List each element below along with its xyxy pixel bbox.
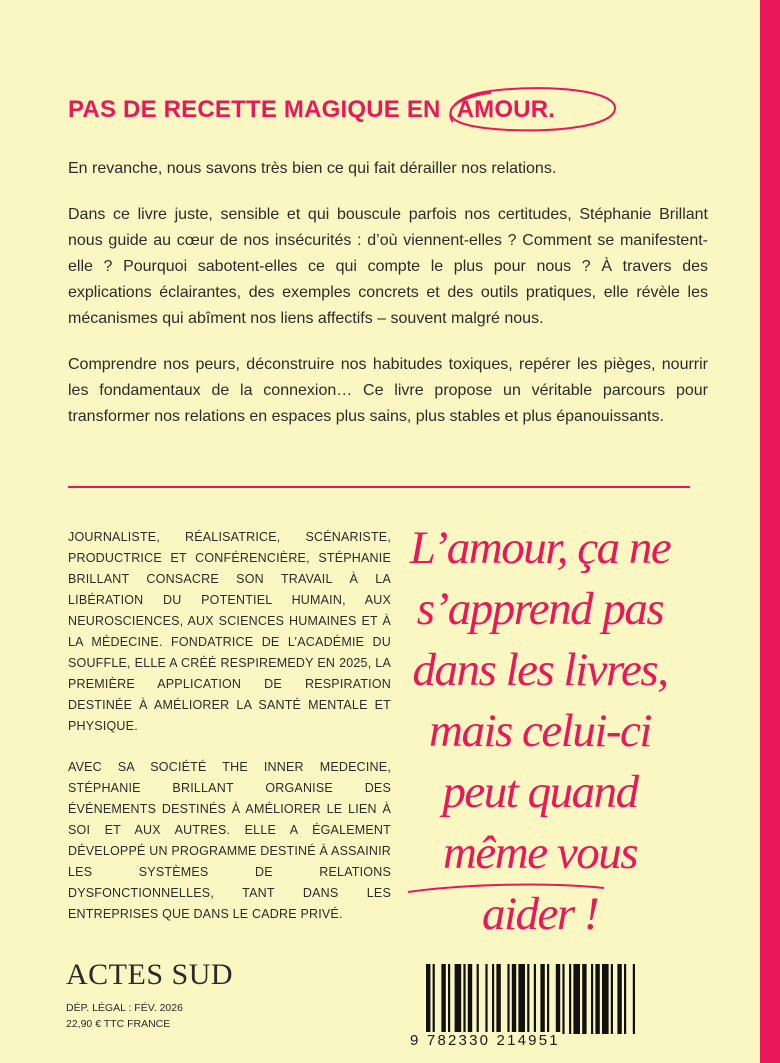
hand-drawn-circle-icon bbox=[439, 82, 625, 138]
intro-paragraph-2: Dans ce livre juste, sensible et qui bouscule parfois nos certitudes, Stéphanie Brillant nous guide au cœur de nos insécurités : d’où viennent-elles ? Comment se manifestent-elle ? Pourquoi sabotent-elles ce qui compte le plus pour nous ? À travers des explications éclairantes, des exemples concrets et des outils pratiques, elle révèle les mécanismes qui abîment nos liens affectifs – souvent malgré nous. bbox=[68, 206, 708, 327]
bio-paragraph-2: AVEC SA SOCIÉTÉ THE INNER MEDECINE, STÉPHANIE BRILLANT ORGANISE DES ÉVÉNEMENTS DESTINÉS À AMÉLIORER LE LIEN À SOI ET AUX AUTRES. ELLE A ÉGALEMENT DÉVELOPPÉ UN PROGRAMME DESTINÉ À ASSAINIR LES SYSTÈMES DE RELATIONS DYSFONCTIONNELLES, TANT DANS LES ENTREPRISES QUE DANS LE CADRE PRIVÉ. bbox=[68, 760, 391, 921]
headline-text: PAS DE RECETTE MAGIQUE EN bbox=[68, 96, 441, 123]
legal-deposit: DÉP. LÉGAL : FÉV. 2026 bbox=[66, 1002, 183, 1014]
intro-paragraph-3: Comprendre nos peurs, déconstruire nos habitudes toxiques, repérer les pièges, nourrir les fondamentaux de la connexion… Ce livre propose un véritable parcours pour transformer nos relations en espaces plus sains, plus stables et plus épanouissants. bbox=[68, 356, 708, 425]
bio-paragraph-1: JOURNALISTE, RÉALISATRICE, SCÉNARISTE, PRODUCTRICE ET CONFÉRENCIÈRE, STÉPHANIE BRILLANT CONSACRE SON TRAVAIL À LA LIBÉRATION DU POTENTIEL HUMAIN, AUX NEUROSCIENCES, AUX SCIENCES HUMAINES ET À LA MÉDECINE. FONDATRICE DE L’ACADÉMIE DU SOUFFLE, ELLE A CRÉÉ RESPIREMEDY EN 2025, LA PREMIÈRE APPLICATION DE RESPIRATION DESTINÉE À AMÉLIORER LA SANTÉ MENTALE ET PHYSIQUE. bbox=[68, 530, 391, 733]
price: 22,90 € TTC FRANCE bbox=[66, 1018, 171, 1030]
intro-text bbox=[68, 156, 708, 450]
publisher-logo: ACTES SUD bbox=[66, 958, 234, 991]
legal-info bbox=[66, 1000, 183, 1032]
pull-quote: L’amour, ça ne s’apprend pas dans les livres, mais celui-ci peut quand même vous aider ! bbox=[409, 522, 671, 940]
headline bbox=[68, 96, 555, 124]
quote-underline-icon bbox=[406, 880, 606, 900]
intro-paragraph-1: En revanche, nous savons très bien ce qui fait dérailler nos relations. bbox=[68, 160, 557, 177]
spine-stripe bbox=[760, 0, 780, 1063]
headline-circled-word: AMOUR. bbox=[457, 96, 556, 124]
section-divider bbox=[68, 486, 690, 488]
barcode-digits: 9 782330 214951 bbox=[410, 1032, 560, 1049]
author-bio bbox=[68, 527, 391, 945]
